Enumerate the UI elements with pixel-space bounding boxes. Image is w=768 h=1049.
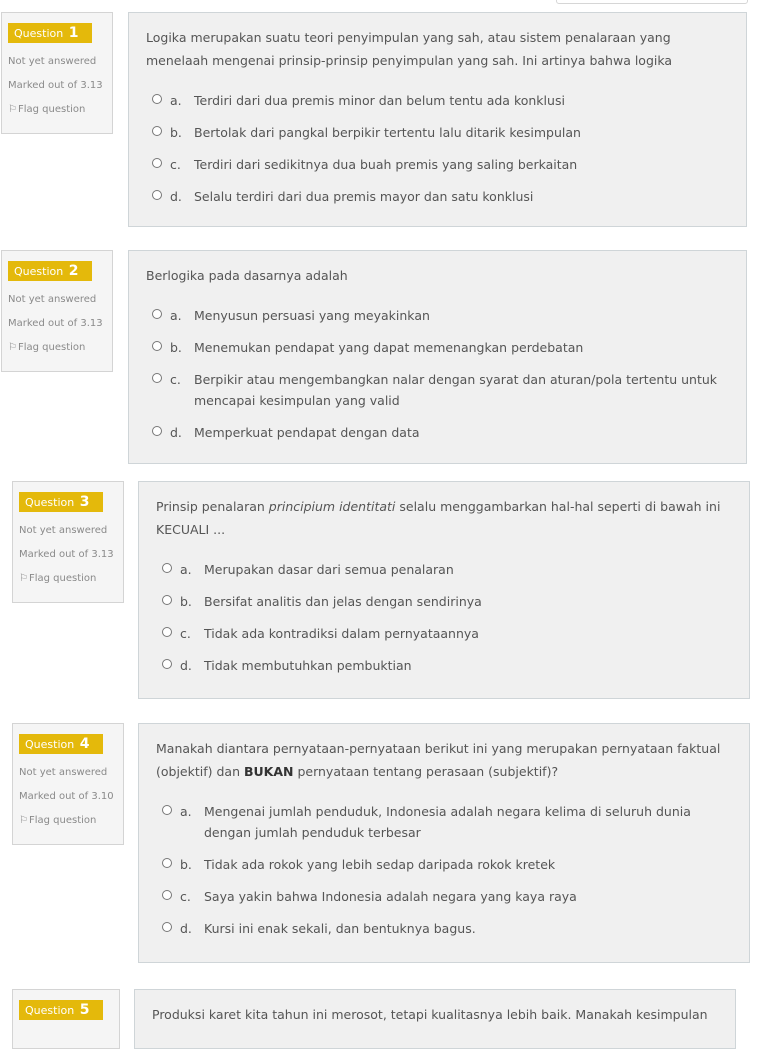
question-state: Not yet answered <box>8 294 97 305</box>
question-content-5 <box>134 989 736 1049</box>
question-text-part: Manakah diantara pernyataan-pernyataan berikut ini yang merupakan pernyataan faktual (objektif) dan <box>156 741 721 779</box>
option-text: Menemukan pendapat yang dapat memenangkan perdebatan <box>194 340 584 355</box>
question-number: 1 <box>68 25 79 41</box>
answer-option-c[interactable] <box>146 154 729 175</box>
option-text: Mengenai jumlah penduduk, Indonesia adalah negara kelima di seluruh dunia dengan jumlah penduduk terbesar <box>204 804 691 840</box>
answer-option-a[interactable] <box>146 90 729 111</box>
option-letter: d. <box>170 189 182 204</box>
option-letter: c. <box>170 157 181 172</box>
answer-option-b[interactable] <box>146 337 729 358</box>
option-text: Merupakan dasar dari semua penalaran <box>204 562 454 577</box>
option-text: Memperkuat pendapat dengan data <box>194 425 420 440</box>
radio-button[interactable] <box>152 126 162 136</box>
flag-question-link[interactable] <box>19 573 117 584</box>
radio-button[interactable] <box>152 341 162 351</box>
question-text-emphasis: principium identitati <box>268 499 396 514</box>
question-number-badge <box>19 1000 103 1020</box>
question-text-part: selalu menggambarkan hal-hal seperti di bawah ini KECUALI ... <box>156 499 721 537</box>
option-text: Terdiri dari sedikitnya dua buah premis yang saling berkaitan <box>194 157 578 172</box>
question-grade: Marked out of 3.13 <box>8 80 103 91</box>
flag-icon: ⚐ <box>8 342 17 353</box>
question-text <box>156 737 732 783</box>
question-label: Question <box>14 265 64 278</box>
radio-button[interactable] <box>162 563 172 573</box>
radio-button[interactable] <box>152 426 162 436</box>
answer-option-b[interactable] <box>156 591 732 612</box>
question-info-5 <box>12 989 120 1049</box>
question-text: Logika merupakan suatu teori penyimpulan yang sah, atau sistem penalaraan yang menelaah mengenai prinsip-prinsip penyimpulan yang sah. Ini artinya bahwa logika <box>146 30 673 68</box>
question-label: Question <box>25 496 75 509</box>
radio-button[interactable] <box>162 627 172 637</box>
option-text: Kursi ini enak sekali, dan bentuknya bagus. <box>204 921 476 936</box>
question-text-bold: BUKAN <box>243 764 294 779</box>
radio-button[interactable] <box>152 158 162 168</box>
question-text-part: pernyataan tentang perasaan (subjektif)? <box>293 764 559 779</box>
answer-option-a[interactable] <box>146 305 729 326</box>
question-content-3 <box>138 481 750 699</box>
radio-button[interactable] <box>152 309 162 319</box>
option-text: Selalu terdiri dari dua premis mayor dan satu konklusi <box>194 189 534 204</box>
question-text-part: Prinsip penalaran <box>156 499 269 514</box>
question-text <box>156 495 732 541</box>
answer-option-d[interactable] <box>146 422 729 443</box>
answer-options <box>146 90 729 207</box>
flag-icon: ⚐ <box>19 573 28 584</box>
option-text: Saya yakin bahwa Indonesia adalah negara yang kaya raya <box>204 889 577 904</box>
question-number: 2 <box>68 263 79 279</box>
question-state: Not yet answered <box>19 525 108 536</box>
radio-button[interactable] <box>162 595 172 605</box>
question-number-badge <box>8 261 92 281</box>
option-letter: d. <box>170 425 182 440</box>
question-content-4 <box>138 723 750 963</box>
question-text: Produksi karet kita tahun ini merosot, tetapi kualitasnya lebih baik. Manakah kesimpulan <box>152 1007 708 1022</box>
answer-option-c[interactable] <box>156 623 732 644</box>
option-letter: a. <box>170 93 182 108</box>
flag-label: Flag question <box>29 573 97 584</box>
option-letter: a. <box>180 562 192 577</box>
answer-option-b[interactable] <box>146 122 729 143</box>
answer-option-a[interactable] <box>156 801 732 843</box>
radio-button[interactable] <box>162 659 172 669</box>
option-letter: c. <box>180 889 191 904</box>
option-text: Bersifat analitis dan jelas dengan sendirinya <box>204 594 482 609</box>
question-label: Question <box>25 1004 75 1017</box>
option-letter: d. <box>180 921 192 936</box>
radio-button[interactable] <box>152 94 162 104</box>
answer-option-c[interactable] <box>146 369 729 411</box>
option-text: Berpikir atau mengembangkan nalar dengan syarat dan aturan/pola tertentu untuk mencapai kesimpulan yang valid <box>194 372 718 408</box>
option-text: Terdiri dari dua premis minor dan belum tentu ada konklusi <box>194 93 565 108</box>
flag-label: Flag question <box>29 815 97 826</box>
flag-question-link[interactable] <box>19 815 117 826</box>
option-letter: a. <box>180 804 192 819</box>
option-letter: b. <box>180 857 192 872</box>
option-letter: c. <box>180 626 191 641</box>
option-letter: a. <box>170 308 182 323</box>
option-letter: c. <box>170 372 181 387</box>
question-label: Question <box>25 738 75 751</box>
answer-option-b[interactable] <box>156 854 732 875</box>
answer-options <box>156 559 732 676</box>
question-state: Not yet answered <box>19 767 108 778</box>
question-content-2 <box>128 250 747 464</box>
option-letter: b. <box>180 594 192 609</box>
flag-label: Flag question <box>18 342 86 353</box>
radio-button[interactable] <box>162 805 172 815</box>
question-number: 3 <box>79 494 90 510</box>
question-number-badge <box>8 23 92 43</box>
question-state: Not yet answered <box>8 56 97 67</box>
radio-button[interactable] <box>162 890 172 900</box>
radio-button[interactable] <box>162 922 172 932</box>
flag-question-link[interactable] <box>8 342 106 353</box>
question-grade: Marked out of 3.13 <box>8 318 103 329</box>
option-letter: d. <box>180 658 192 673</box>
question-info-3 <box>12 481 124 603</box>
option-text: Tidak ada kontradiksi dalam pernyataannya <box>204 626 479 641</box>
answer-option-d[interactable] <box>156 655 732 676</box>
question-info-1 <box>1 12 113 134</box>
flag-icon: ⚐ <box>8 104 17 115</box>
question-info-2 <box>1 250 113 372</box>
flag-icon: ⚐ <box>19 815 28 826</box>
previous-panel-edge <box>556 0 748 4</box>
question-number-badge <box>19 492 103 512</box>
option-letter: b. <box>170 340 182 355</box>
question-content-1 <box>128 12 747 227</box>
flag-label: Flag question <box>18 104 86 115</box>
option-text: Menyusun persuasi yang meyakinkan <box>194 308 430 323</box>
radio-button[interactable] <box>162 858 172 868</box>
option-text: Bertolak dari pangkal berpikir tertentu lalu ditarik kesimpulan <box>194 125 581 140</box>
option-letter: b. <box>170 125 182 140</box>
option-text: Tidak ada rokok yang lebih sedap daripada rokok kretek <box>204 857 556 872</box>
radio-button[interactable] <box>152 190 162 200</box>
answer-option-d[interactable] <box>146 186 729 207</box>
option-text: Tidak membutuhkan pembuktian <box>204 658 412 673</box>
answer-options <box>146 305 729 443</box>
answer-options <box>156 801 732 939</box>
question-number: 4 <box>79 736 90 752</box>
question-text: Berlogika pada dasarnya adalah <box>146 268 348 283</box>
flag-question-link[interactable] <box>8 104 106 115</box>
question-grade: Marked out of 3.13 <box>19 549 114 560</box>
question-number-badge <box>19 734 103 754</box>
answer-option-c[interactable] <box>156 886 732 907</box>
radio-button[interactable] <box>152 373 162 383</box>
answer-option-d[interactable] <box>156 918 732 939</box>
question-number: 5 <box>79 1002 90 1018</box>
question-grade: Marked out of 3.10 <box>19 791 114 802</box>
answer-option-a[interactable] <box>156 559 732 580</box>
question-label: Question <box>14 27 64 40</box>
question-info-4 <box>12 723 124 845</box>
